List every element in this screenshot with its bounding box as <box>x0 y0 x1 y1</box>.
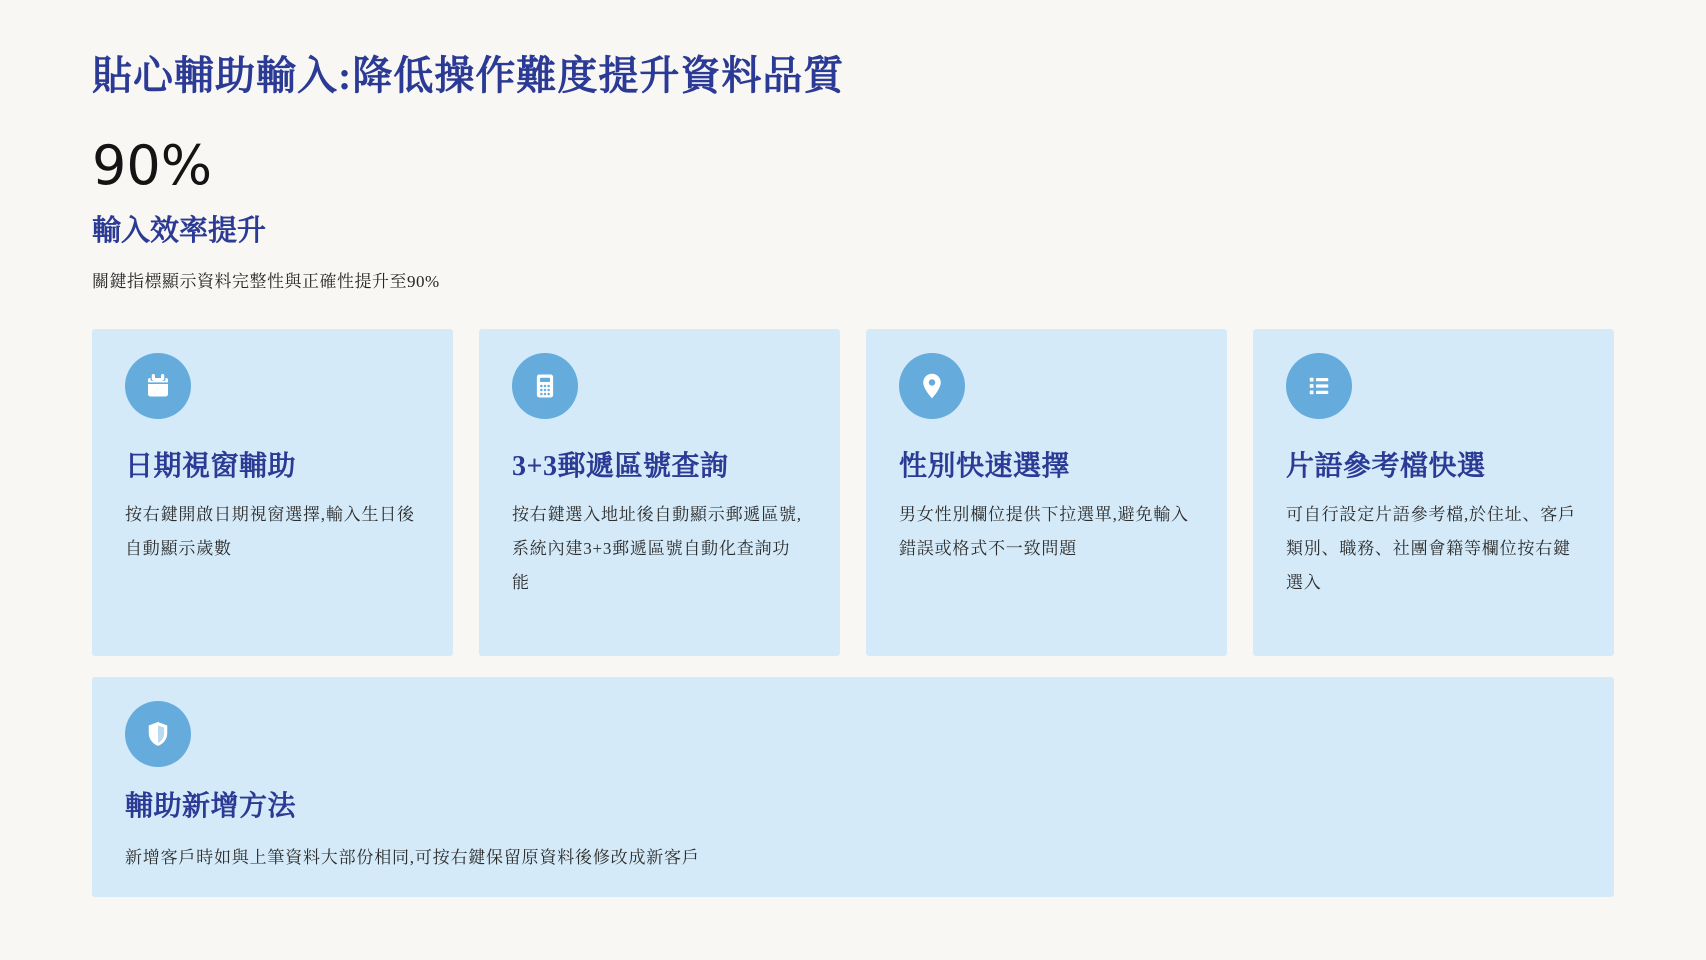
card-description: 按右鍵選入地址後自動顯示郵遞區號,系統內建3+3郵遞區號自動化查詢功能 <box>512 505 802 593</box>
stat-description: 關鍵指標顯示資料完整性與正確性提升至90% <box>92 271 440 291</box>
card-description: 新增客戶時如與上筆資料大部份相同,可按右鍵保留原資料後修改成新客戶 <box>125 848 700 868</box>
calculator-icon <box>512 353 578 419</box>
feature-card-date-window <box>92 329 453 656</box>
card-title: 日期視窗輔助 <box>125 450 297 482</box>
list-icon <box>1286 353 1352 419</box>
card-title: 性別快速選擇 <box>899 450 1071 482</box>
stat-value: 90% <box>92 134 213 197</box>
feature-card-gender-select <box>866 329 1227 656</box>
page-title: 貼心輔助輸入:降低操作難度提升資料品質 <box>92 53 845 98</box>
feature-cards-row <box>92 329 1614 656</box>
card-title: 輔助新增方法 <box>125 790 297 822</box>
feature-card-phrase-file <box>1253 329 1614 656</box>
card-title: 3+3郵遞區號查詢 <box>512 450 729 482</box>
feature-card-postal-code <box>479 329 840 656</box>
card-title: 片語參考檔快選 <box>1286 450 1486 482</box>
card-description: 可自行設定片語參考檔,於住址、客戶類別、職務、社團會籍等欄位按右鍵選入 <box>1286 505 1576 593</box>
shield-icon <box>125 701 191 767</box>
card-description: 男女性別欄位提供下拉選單,避免輸入錯誤或格式不一致問題 <box>899 505 1189 559</box>
card-description: 按右鍵開啟日期視窗選擇,輸入生日後自動顯示歲數 <box>125 505 415 559</box>
feature-card-assisted-add <box>92 677 1614 897</box>
stat-label: 輸入效率提升 <box>92 215 267 248</box>
map-pin-icon <box>899 353 965 419</box>
calendar-icon <box>125 353 191 419</box>
